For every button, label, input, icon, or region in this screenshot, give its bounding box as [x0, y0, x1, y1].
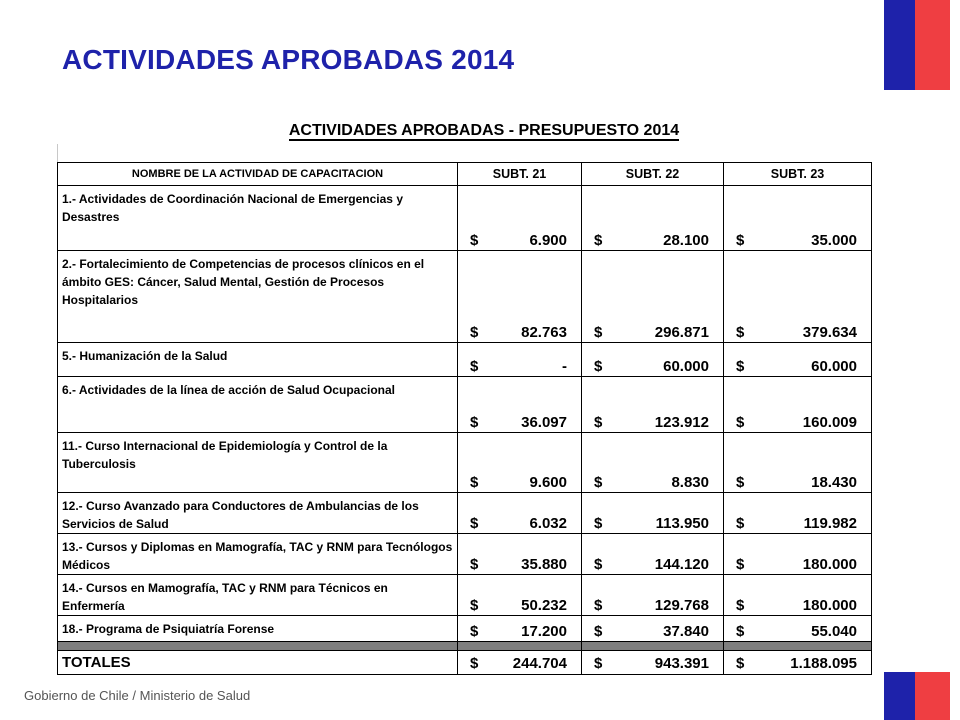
amount-cell-s21 — [458, 433, 582, 493]
currency-symbol: $ — [594, 597, 603, 614]
amount-cell-s22 — [582, 534, 724, 575]
slide-title: ACTIVIDADES APROBADAS 2014 — [62, 44, 515, 75]
amount-value: 160.009 — [802, 414, 857, 431]
amount-cell-s23 — [724, 251, 872, 343]
amount-value: 1.188.095 — [790, 655, 857, 672]
currency-symbol: $ — [594, 515, 603, 532]
amount-value: 8.830 — [671, 474, 709, 491]
currency-symbol: $ — [594, 474, 603, 491]
amount-cell-s21 — [458, 377, 582, 433]
amount-cell-s22 — [582, 493, 724, 534]
currency-symbol: $ — [470, 414, 479, 431]
amount-value: 17.200 — [521, 623, 567, 640]
amount-value: 113.950 — [655, 515, 709, 532]
amount-cell-s22 — [582, 651, 724, 675]
currency-symbol: $ — [470, 232, 479, 249]
amount-value: 37.840 — [663, 623, 709, 640]
amount-value: 123.912 — [654, 414, 709, 431]
flag-blue-stripe — [884, 0, 915, 90]
currency-symbol: $ — [736, 556, 745, 573]
column-header-subt22: SUBT. 22 — [582, 163, 724, 186]
separator-cell — [724, 642, 872, 651]
separator-cell — [58, 642, 458, 651]
activity-name: 6.- Actividades de la línea de acción de Salud Ocupacional — [58, 377, 458, 433]
amount-cell-s23 — [724, 343, 872, 377]
separator-row — [58, 642, 872, 651]
flag-red-stripe — [915, 0, 950, 90]
amount-value: 943.391 — [654, 655, 709, 672]
table-row — [58, 616, 872, 642]
activity-name: 18.- Programa de Psiquiatría Forense — [58, 616, 458, 642]
amount-cell-s22 — [582, 377, 724, 433]
currency-symbol: $ — [594, 414, 603, 431]
amount-cell-s23 — [724, 575, 872, 616]
amount-cell-s21 — [458, 651, 582, 675]
activity-name: 5.- Humanización de la Salud — [58, 343, 458, 377]
separator-cell — [458, 642, 582, 651]
amount-value: 296.871 — [654, 324, 709, 341]
amount-cell-s21 — [458, 534, 582, 575]
amount-value: 50.232 — [521, 597, 567, 614]
table-row — [58, 534, 872, 575]
activity-name: 13.- Cursos y Diplomas en Mamografía, TAC y RNM para Tecnólogos Médicos — [58, 534, 458, 575]
table-row — [58, 251, 872, 343]
chile-flag-logo-top — [884, 0, 950, 90]
amount-value: 6.900 — [529, 232, 567, 249]
amount-cell-s23 — [724, 433, 872, 493]
activity-name: 14.- Cursos en Mamografía, TAC y RNM para Técnicos en Enfermería — [58, 575, 458, 616]
currency-symbol: $ — [470, 556, 479, 573]
currency-symbol: $ — [594, 556, 603, 573]
amount-value: - — [562, 358, 567, 375]
amount-value: 28.100 — [663, 232, 709, 249]
currency-symbol: $ — [736, 623, 745, 640]
budget-spreadsheet — [57, 118, 871, 672]
amount-value: 18.430 — [811, 474, 857, 491]
amount-value: 119.982 — [803, 515, 857, 532]
amount-value: 379.634 — [802, 324, 857, 341]
footer-text: Gobierno de Chile / Ministerio de Salud — [24, 688, 251, 703]
currency-symbol: $ — [594, 655, 603, 672]
amount-value: 55.040 — [811, 623, 857, 640]
amount-cell-s21 — [458, 575, 582, 616]
currency-symbol: $ — [470, 515, 479, 532]
currency-symbol: $ — [470, 474, 479, 491]
currency-symbol: $ — [594, 232, 603, 249]
amount-cell-s21 — [458, 251, 582, 343]
amount-value: 36.097 — [521, 414, 567, 431]
column-header-name: NOMBRE DE LA ACTIVIDAD DE CAPACITACION — [58, 163, 458, 186]
amount-cell-s23 — [724, 616, 872, 642]
amount-value: 129.768 — [654, 597, 709, 614]
amount-value: 35.880 — [521, 556, 567, 573]
currency-symbol: $ — [736, 414, 745, 431]
table-row — [58, 575, 872, 616]
table-title: ACTIVIDADES APROBADAS - PRESUPUESTO 2014 — [288, 122, 680, 139]
amount-value: 144.120 — [654, 556, 709, 573]
totals-label: TOTALES — [58, 651, 458, 675]
amount-cell-s22 — [582, 575, 724, 616]
table-row — [58, 343, 872, 377]
amount-value: 180.000 — [802, 597, 857, 614]
header-row — [58, 163, 872, 186]
currency-symbol: $ — [736, 474, 745, 491]
amount-cell-s23 — [724, 377, 872, 433]
currency-symbol: $ — [470, 324, 479, 341]
amount-value: 82.763 — [521, 324, 567, 341]
amount-cell-s22 — [582, 616, 724, 642]
currency-symbol: $ — [736, 232, 745, 249]
amount-value: 244.704 — [512, 655, 567, 672]
amount-cell-s21 — [458, 343, 582, 377]
activity-name: 11.- Curso Internacional de Epidemiología y Control de la Tuberculosis — [58, 433, 458, 493]
amount-value: 60.000 — [811, 358, 857, 375]
column-header-subt21: SUBT. 21 — [458, 163, 582, 186]
amount-cell-s22 — [582, 186, 724, 251]
currency-symbol: $ — [470, 655, 479, 672]
currency-symbol: $ — [594, 358, 603, 375]
amount-value: 6.032 — [529, 515, 567, 532]
currency-symbol: $ — [736, 597, 745, 614]
table-row — [58, 433, 872, 493]
grid-spacer — [57, 144, 872, 162]
table-row — [58, 186, 872, 251]
amount-cell-s23 — [724, 651, 872, 675]
currency-symbol: $ — [470, 597, 479, 614]
amount-cell-s21 — [458, 186, 582, 251]
currency-symbol: $ — [594, 324, 603, 341]
totals-row — [58, 651, 872, 675]
currency-symbol: $ — [736, 515, 745, 532]
activity-name: 1.- Actividades de Coordinación Nacional de Emergencias y Desastres — [58, 186, 458, 251]
currency-symbol: $ — [594, 623, 603, 640]
amount-value: 180.000 — [802, 556, 857, 573]
separator-cell — [582, 642, 724, 651]
currency-symbol: $ — [736, 655, 745, 672]
amount-cell-s21 — [458, 616, 582, 642]
amount-value: 9.600 — [529, 474, 567, 491]
amount-cell-s22 — [582, 251, 724, 343]
currency-symbol: $ — [736, 324, 745, 341]
chile-flag-logo-bottom — [884, 672, 950, 720]
amount-cell-s22 — [582, 433, 724, 493]
amount-cell-s22 — [582, 343, 724, 377]
amount-cell-s23 — [724, 493, 872, 534]
amount-value: 35.000 — [811, 232, 857, 249]
flag-red-stripe — [915, 672, 950, 720]
currency-symbol: $ — [470, 358, 479, 375]
column-header-subt23: SUBT. 23 — [724, 163, 872, 186]
table-row — [58, 377, 872, 433]
currency-symbol: $ — [470, 623, 479, 640]
flag-blue-stripe — [884, 672, 915, 720]
budget-table — [57, 162, 872, 675]
activity-name: 2.- Fortalecimiento de Competencias de procesos clínicos en el ámbito GES: Cáncer, Salud Mental, Gestión de Procesos Hospitalarios — [58, 251, 458, 343]
amount-cell-s21 — [458, 493, 582, 534]
amount-value: 60.000 — [663, 358, 709, 375]
amount-cell-s23 — [724, 534, 872, 575]
currency-symbol: $ — [736, 358, 745, 375]
table-row — [58, 493, 872, 534]
activity-name: 12.- Curso Avanzado para Conductores de Ambulancias de los Servicios de Salud — [58, 493, 458, 534]
amount-cell-s23 — [724, 186, 872, 251]
